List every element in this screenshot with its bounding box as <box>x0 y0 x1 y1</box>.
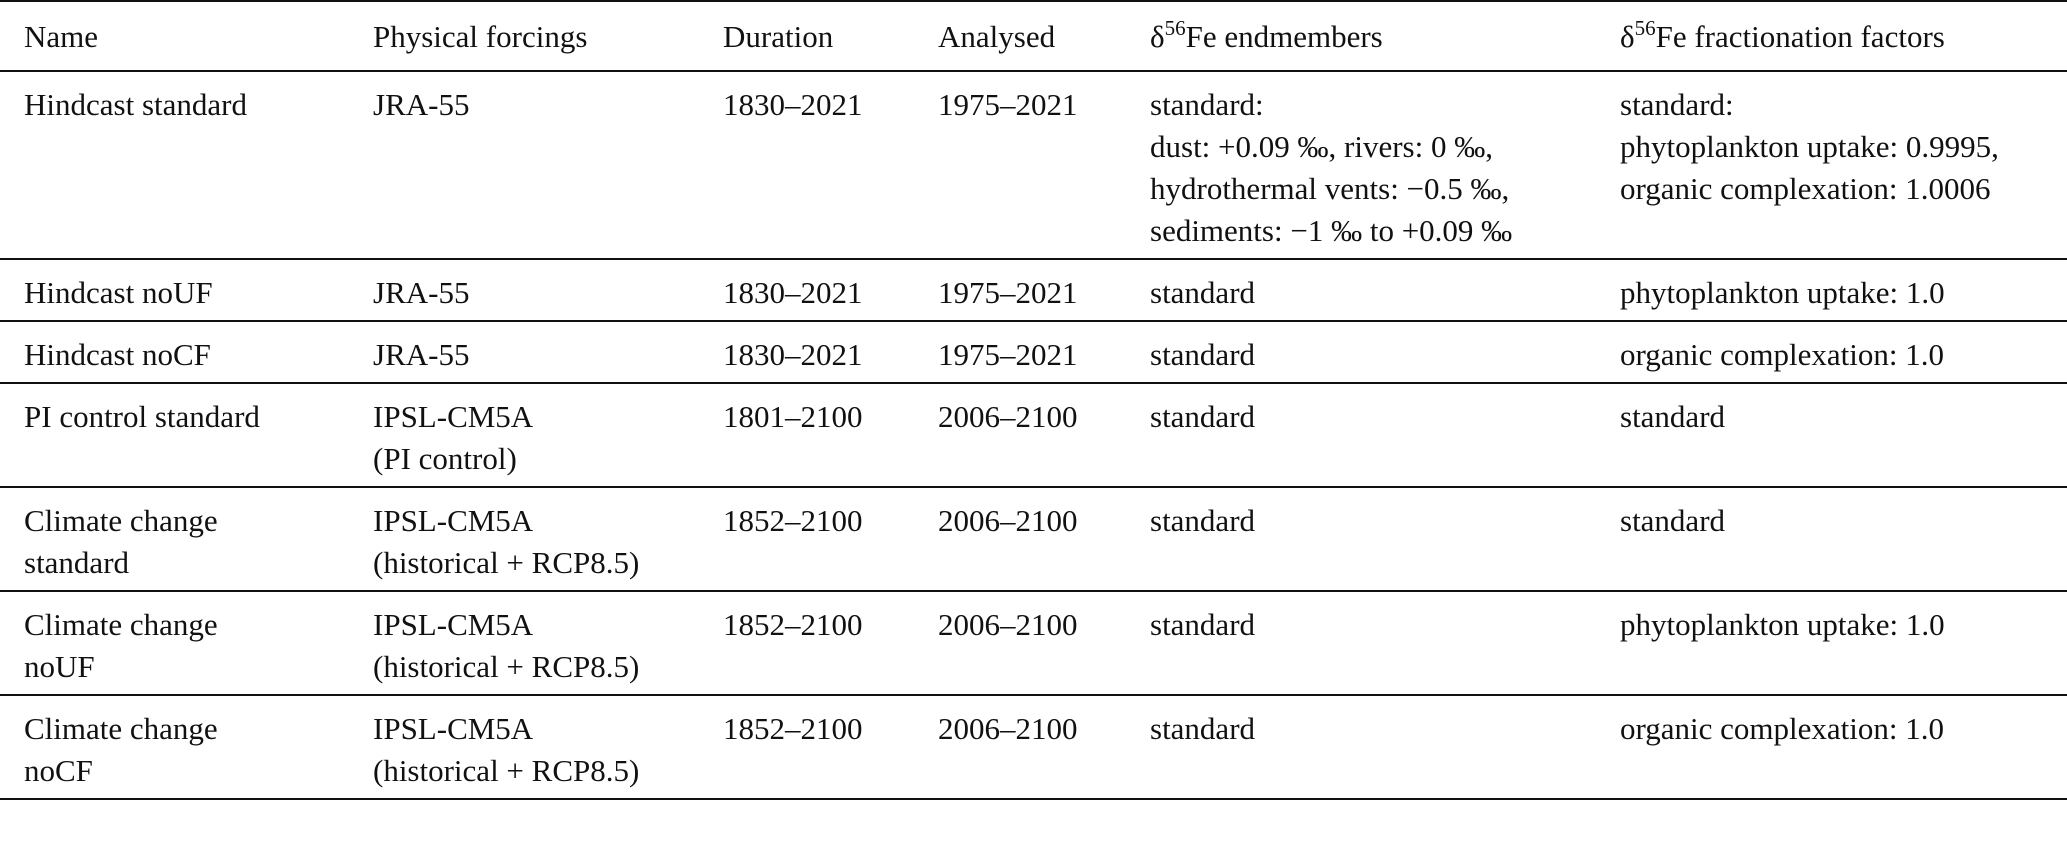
cell-duration: 1830–2021 <box>699 259 914 321</box>
table-row <box>0 259 2067 321</box>
cell-endmembers-line: sediments: −1 ‰ to +0.09 ‰ <box>1150 213 1513 248</box>
cell-fractionation-factors-line: organic complexation: 1.0 <box>1620 337 1944 372</box>
cell-physical-forcings-line: IPSL-CM5A <box>373 399 534 434</box>
cell-fractionation-factors-line: standard <box>1620 503 1726 538</box>
cell-name <box>0 259 349 321</box>
cell-analysed: 1975–2021 <box>914 71 1126 259</box>
cell-analysed: 1975–2021 <box>914 321 1126 383</box>
cell-endmembers <box>1126 591 1596 695</box>
cell-analysed: 2006–2100 <box>914 383 1126 487</box>
cell-fractionation-factors <box>1596 71 2067 259</box>
cell-physical-forcings <box>349 259 699 321</box>
header-endmembers-label: Fe endmembers <box>1185 19 1383 54</box>
cell-name-line: noUF <box>24 649 95 684</box>
cell-name <box>0 71 349 259</box>
cell-physical-forcings-line: JRA-55 <box>373 337 470 372</box>
cell-fractionation-factors-line: organic complexation: 1.0 <box>1620 711 1944 746</box>
cell-endmembers-line: standard: <box>1150 87 1264 122</box>
cell-analysed: 2006–2100 <box>914 695 1126 799</box>
cell-physical-forcings-line: IPSL-CM5A <box>373 711 534 746</box>
cell-endmembers-line: standard <box>1150 337 1256 372</box>
cell-endmembers-line: standard <box>1150 399 1256 434</box>
cell-physical-forcings <box>349 71 699 259</box>
cell-endmembers-line: standard <box>1150 503 1256 538</box>
cell-duration: 1852–2100 <box>699 487 914 591</box>
cell-fractionation-factors <box>1596 321 2067 383</box>
cell-endmembers-line: standard <box>1150 711 1256 746</box>
cell-duration: 1852–2100 <box>699 695 914 799</box>
cell-fractionation-factors-line: standard: <box>1620 87 1734 122</box>
cell-name-line: Hindcast standard <box>24 87 247 122</box>
cell-endmembers <box>1126 695 1596 799</box>
cell-name <box>0 321 349 383</box>
cell-analysed: 2006–2100 <box>914 591 1126 695</box>
cell-physical-forcings-line: (historical + RCP8.5) <box>373 753 640 788</box>
table-row <box>0 487 2067 591</box>
header-fractionation-label: Fe fractionation factors <box>1655 19 1945 54</box>
header-endmembers-delta: δ <box>1150 19 1165 54</box>
cell-physical-forcings-line: (historical + RCP8.5) <box>373 545 640 580</box>
cell-name-line: Climate change <box>24 711 218 746</box>
header-fractionation-isotope: 56 <box>1634 16 1656 40</box>
header-physical-forcings: Physical forcings <box>349 1 699 71</box>
cell-name <box>0 383 349 487</box>
header-analysed: Analysed <box>914 1 1126 71</box>
cell-name-line: noCF <box>24 753 93 788</box>
table-body <box>0 71 2067 799</box>
cell-physical-forcings <box>349 487 699 591</box>
table-row <box>0 591 2067 695</box>
cell-name-line: Hindcast noCF <box>24 337 211 372</box>
cell-endmembers-line: dust: +0.09 ‰, rivers: 0 ‰, <box>1150 129 1493 164</box>
cell-fractionation-factors-line: phytoplankton uptake: 1.0 <box>1620 607 1945 642</box>
cell-endmembers <box>1126 259 1596 321</box>
cell-physical-forcings <box>349 591 699 695</box>
cell-name-line: Climate change <box>24 503 218 538</box>
cell-endmembers <box>1126 71 1596 259</box>
cell-fractionation-factors-line: organic complexation: 1.0006 <box>1620 171 1991 206</box>
cell-physical-forcings-line: (PI control) <box>373 441 517 476</box>
cell-duration: 1830–2021 <box>699 71 914 259</box>
header-endmembers-isotope: 56 <box>1164 16 1186 40</box>
cell-endmembers <box>1126 487 1596 591</box>
cell-physical-forcings-line: JRA-55 <box>373 275 470 310</box>
cell-endmembers-line: standard <box>1150 607 1256 642</box>
cell-physical-forcings <box>349 321 699 383</box>
cell-fractionation-factors-line: phytoplankton uptake: 1.0 <box>1620 275 1945 310</box>
cell-name-line: PI control standard <box>24 399 260 434</box>
cell-fractionation-factors <box>1596 591 2067 695</box>
table-row <box>0 383 2067 487</box>
cell-physical-forcings <box>349 695 699 799</box>
cell-analysed: 1975–2021 <box>914 259 1126 321</box>
table-row <box>0 71 2067 259</box>
header-name: Name <box>0 1 349 71</box>
cell-name <box>0 487 349 591</box>
cell-fractionation-factors-line: phytoplankton uptake: 0.9995, <box>1620 129 1999 164</box>
cell-name <box>0 591 349 695</box>
cell-fractionation-factors-line: standard <box>1620 399 1726 434</box>
table-row <box>0 321 2067 383</box>
cell-fractionation-factors <box>1596 259 2067 321</box>
cell-fractionation-factors <box>1596 487 2067 591</box>
header-fractionation-delta: δ <box>1620 19 1635 54</box>
header-row <box>0 1 2067 71</box>
cell-analysed: 2006–2100 <box>914 487 1126 591</box>
cell-duration: 1852–2100 <box>699 591 914 695</box>
cell-name <box>0 695 349 799</box>
table-header <box>0 1 2067 71</box>
cell-name-line: Climate change <box>24 607 218 642</box>
cell-duration: 1801–2100 <box>699 383 914 487</box>
header-fractionation-factors <box>1596 1 2067 71</box>
cell-physical-forcings-line: IPSL-CM5A <box>373 503 534 538</box>
header-endmembers <box>1126 1 1596 71</box>
cell-endmembers <box>1126 383 1596 487</box>
cell-physical-forcings-line: JRA-55 <box>373 87 470 122</box>
cell-name-line: Hindcast noUF <box>24 275 213 310</box>
cell-physical-forcings <box>349 383 699 487</box>
cell-name-line: standard <box>24 545 130 580</box>
table-row <box>0 695 2067 799</box>
cell-duration: 1830–2021 <box>699 321 914 383</box>
cell-fractionation-factors <box>1596 695 2067 799</box>
cell-endmembers-line: hydrothermal vents: −0.5 ‰, <box>1150 171 1510 206</box>
cell-physical-forcings-line: IPSL-CM5A <box>373 607 534 642</box>
cell-physical-forcings-line: (historical + RCP8.5) <box>373 649 640 684</box>
cell-endmembers-line: standard <box>1150 275 1256 310</box>
header-duration: Duration <box>699 1 914 71</box>
cell-endmembers <box>1126 321 1596 383</box>
cell-fractionation-factors <box>1596 383 2067 487</box>
